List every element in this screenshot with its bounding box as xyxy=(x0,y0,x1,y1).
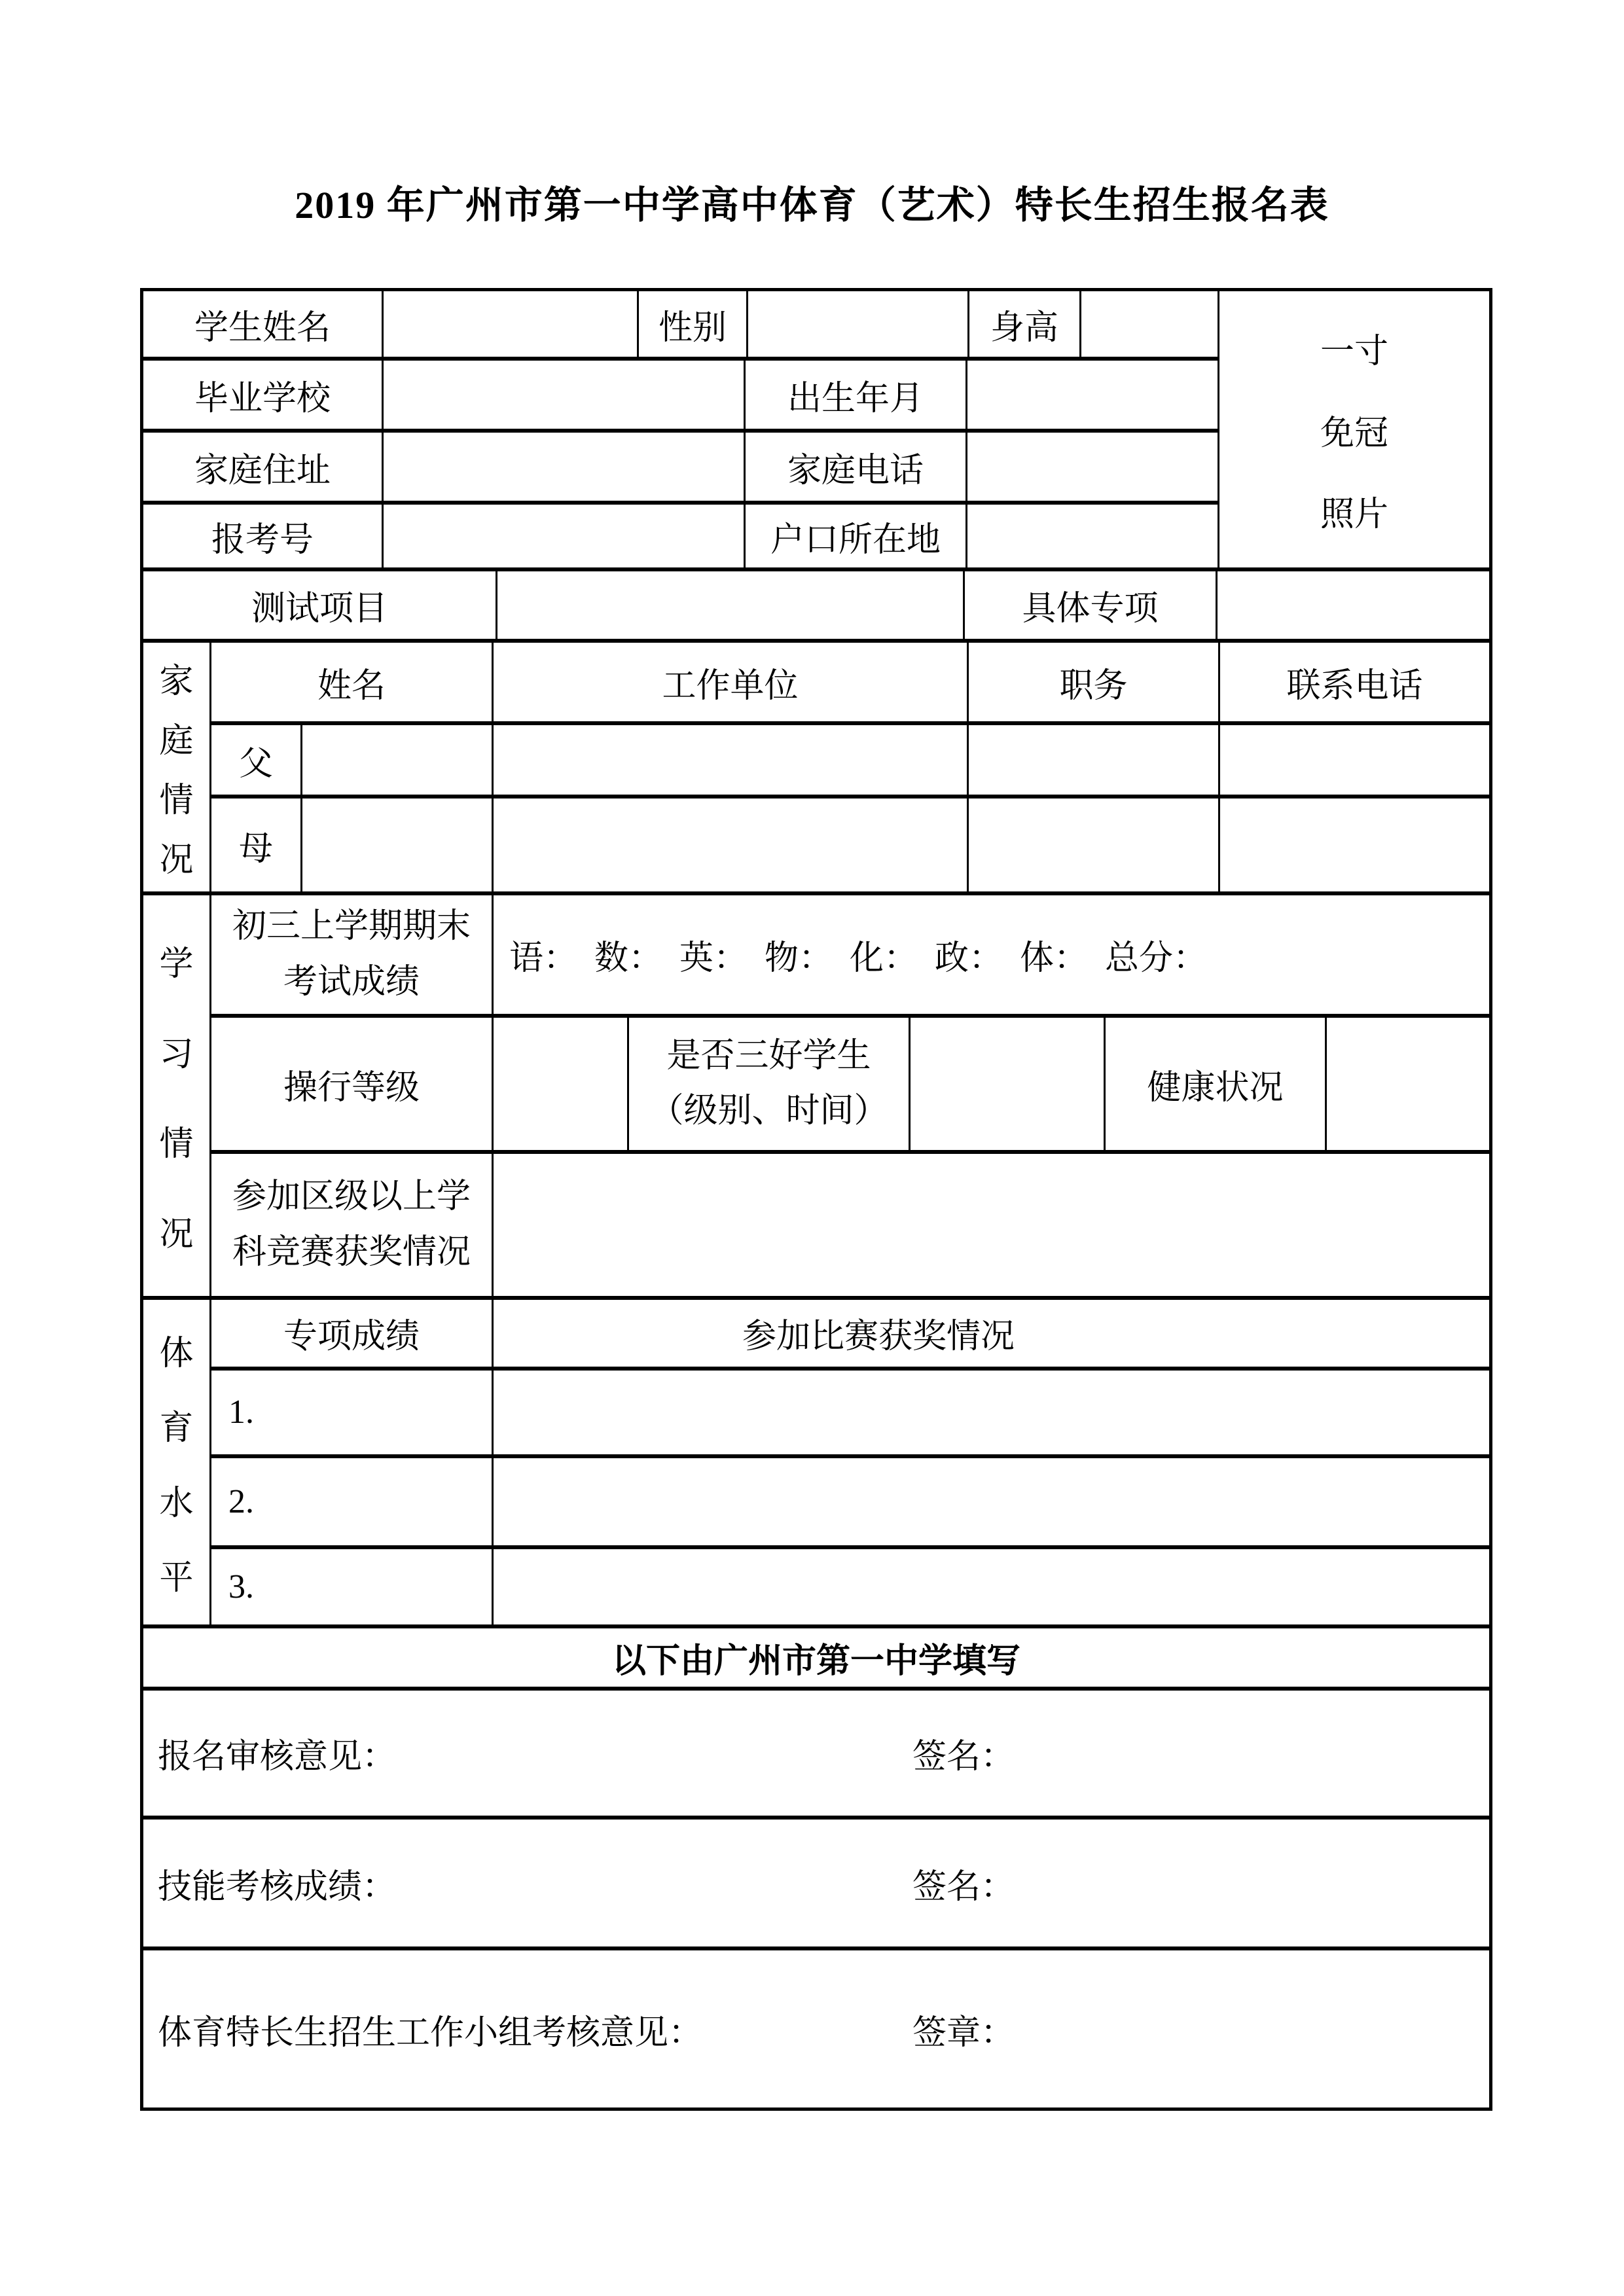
special-score-header: 专项成绩 xyxy=(283,1318,420,1356)
sports-item-row-1 xyxy=(211,1367,1489,1454)
address-field[interactable] xyxy=(382,433,744,501)
skill-score-row[interactable] xyxy=(143,1816,1489,1946)
sports-item-2-field[interactable] xyxy=(492,1458,1489,1545)
height-field[interactable] xyxy=(1079,291,1218,357)
address-label: 家庭住址 xyxy=(194,452,331,490)
review-opinion-row[interactable] xyxy=(143,1687,1489,1816)
father-position-field[interactable] xyxy=(967,725,1218,795)
sports-section xyxy=(143,1296,1489,1624)
health-field[interactable] xyxy=(1325,1018,1489,1150)
school-label: 毕业学校 xyxy=(194,380,331,418)
skill-sign-label: 签名： xyxy=(912,1868,1015,1906)
sports-item-3-number: 3. xyxy=(228,1568,254,1606)
merit-student-label: 是否三好学生 （级别、时间） xyxy=(627,1018,909,1150)
competition-award-field[interactable] xyxy=(492,1154,1489,1296)
birth-label: 出生年月 xyxy=(744,361,965,429)
review-opinion-label: 报名审核意见： xyxy=(158,1738,397,1776)
family-contact-header: 联系电话 xyxy=(1218,643,1489,721)
sports-item-row-3 xyxy=(211,1545,1489,1624)
exam-no-field[interactable] xyxy=(382,505,744,567)
school-field[interactable] xyxy=(382,361,744,429)
registration-form-table xyxy=(140,288,1492,2111)
mother-label: 母 xyxy=(238,830,273,868)
home-phone-label: 家庭电话 xyxy=(744,433,965,501)
basic-info-section xyxy=(143,291,1489,567)
mother-name-field[interactable] xyxy=(300,798,492,891)
merit-student-field[interactable] xyxy=(909,1018,1104,1150)
school-fill-notice: 以下由广州市第一中学填写 xyxy=(611,1642,1020,1680)
final-exam-label: 初三上学期期末 考试成绩 xyxy=(232,908,471,1001)
health-label: 健康状况 xyxy=(1104,1018,1325,1150)
family-section-label: 家 庭 情 况 xyxy=(159,663,194,879)
test-item-row xyxy=(143,567,1489,639)
conduct-field[interactable] xyxy=(492,1018,627,1150)
father-label: 父 xyxy=(238,745,273,783)
mother-position-field[interactable] xyxy=(967,798,1218,891)
study-section-label: 学 习 情 况 xyxy=(159,946,194,1253)
conduct-label: 操行等级 xyxy=(283,1069,420,1107)
review-sign-label: 签名： xyxy=(912,1738,1015,1776)
competition-award-label: 参加区级以上学 科竞赛获奖情况 xyxy=(232,1178,471,1271)
photo-box xyxy=(1218,291,1489,567)
table-row-mother xyxy=(211,795,1489,891)
specific-item-label: 具体专项 xyxy=(963,571,1216,639)
home-phone-field[interactable] xyxy=(965,433,1218,501)
skill-score-label: 技能考核成绩： xyxy=(158,1868,397,1906)
test-item-label: 测试项目 xyxy=(251,590,388,628)
sports-item-2-number: 2. xyxy=(228,1483,254,1521)
photo-line-1: 一寸 xyxy=(1320,333,1388,371)
photo-line-3: 照片 xyxy=(1320,495,1388,533)
family-position-header: 职务 xyxy=(967,643,1218,721)
gender-label: 性别 xyxy=(637,291,746,357)
group-seal-label: 签章： xyxy=(912,2014,1015,2052)
family-employer-header: 工作单位 xyxy=(492,643,967,721)
sports-item-1-field[interactable] xyxy=(492,1371,1489,1454)
exam-no-label: 报考号 xyxy=(211,521,314,559)
group-opinion-label: 体育特长生招生工作小组考核意见： xyxy=(158,2014,703,2052)
birth-field[interactable] xyxy=(965,361,1218,429)
father-name-field[interactable] xyxy=(300,725,492,795)
photo-line-2: 免冠 xyxy=(1320,414,1388,452)
sports-item-row-2 xyxy=(211,1454,1489,1545)
table-row-father xyxy=(211,721,1489,795)
father-employer-field[interactable] xyxy=(492,725,967,795)
competition-result-header: 参加比赛获奖情况 xyxy=(492,1300,1489,1367)
residence-field[interactable] xyxy=(965,505,1218,567)
page-title: 2019 年广州市第一中学高中体育（艺术）特长生招生报名表 xyxy=(295,184,1329,226)
residence-label: 户口所在地 xyxy=(744,505,965,567)
gender-field[interactable] xyxy=(746,291,967,357)
final-exam-scores-field[interactable]: 语： 数： 英： 物： 化： 政： 体： 总分： xyxy=(492,895,1489,1014)
test-item-field[interactable] xyxy=(496,571,963,639)
height-label: 身高 xyxy=(967,291,1079,357)
mother-employer-field[interactable] xyxy=(492,798,967,891)
group-opinion-row[interactable] xyxy=(143,1946,1489,2108)
specific-item-field[interactable] xyxy=(1216,571,1489,639)
family-section xyxy=(143,639,1489,891)
family-name-header: 姓名 xyxy=(317,667,386,705)
study-section xyxy=(143,891,1489,1296)
mother-contact-field[interactable] xyxy=(1218,798,1489,891)
student-name-field[interactable] xyxy=(382,291,637,357)
student-name-label: 学生姓名 xyxy=(194,309,331,347)
sports-item-1-number: 1. xyxy=(228,1393,254,1431)
father-contact-field[interactable] xyxy=(1218,725,1489,795)
sports-item-3-field[interactable] xyxy=(492,1549,1489,1624)
sports-section-label: 体 育 水 平 xyxy=(159,1335,194,1597)
